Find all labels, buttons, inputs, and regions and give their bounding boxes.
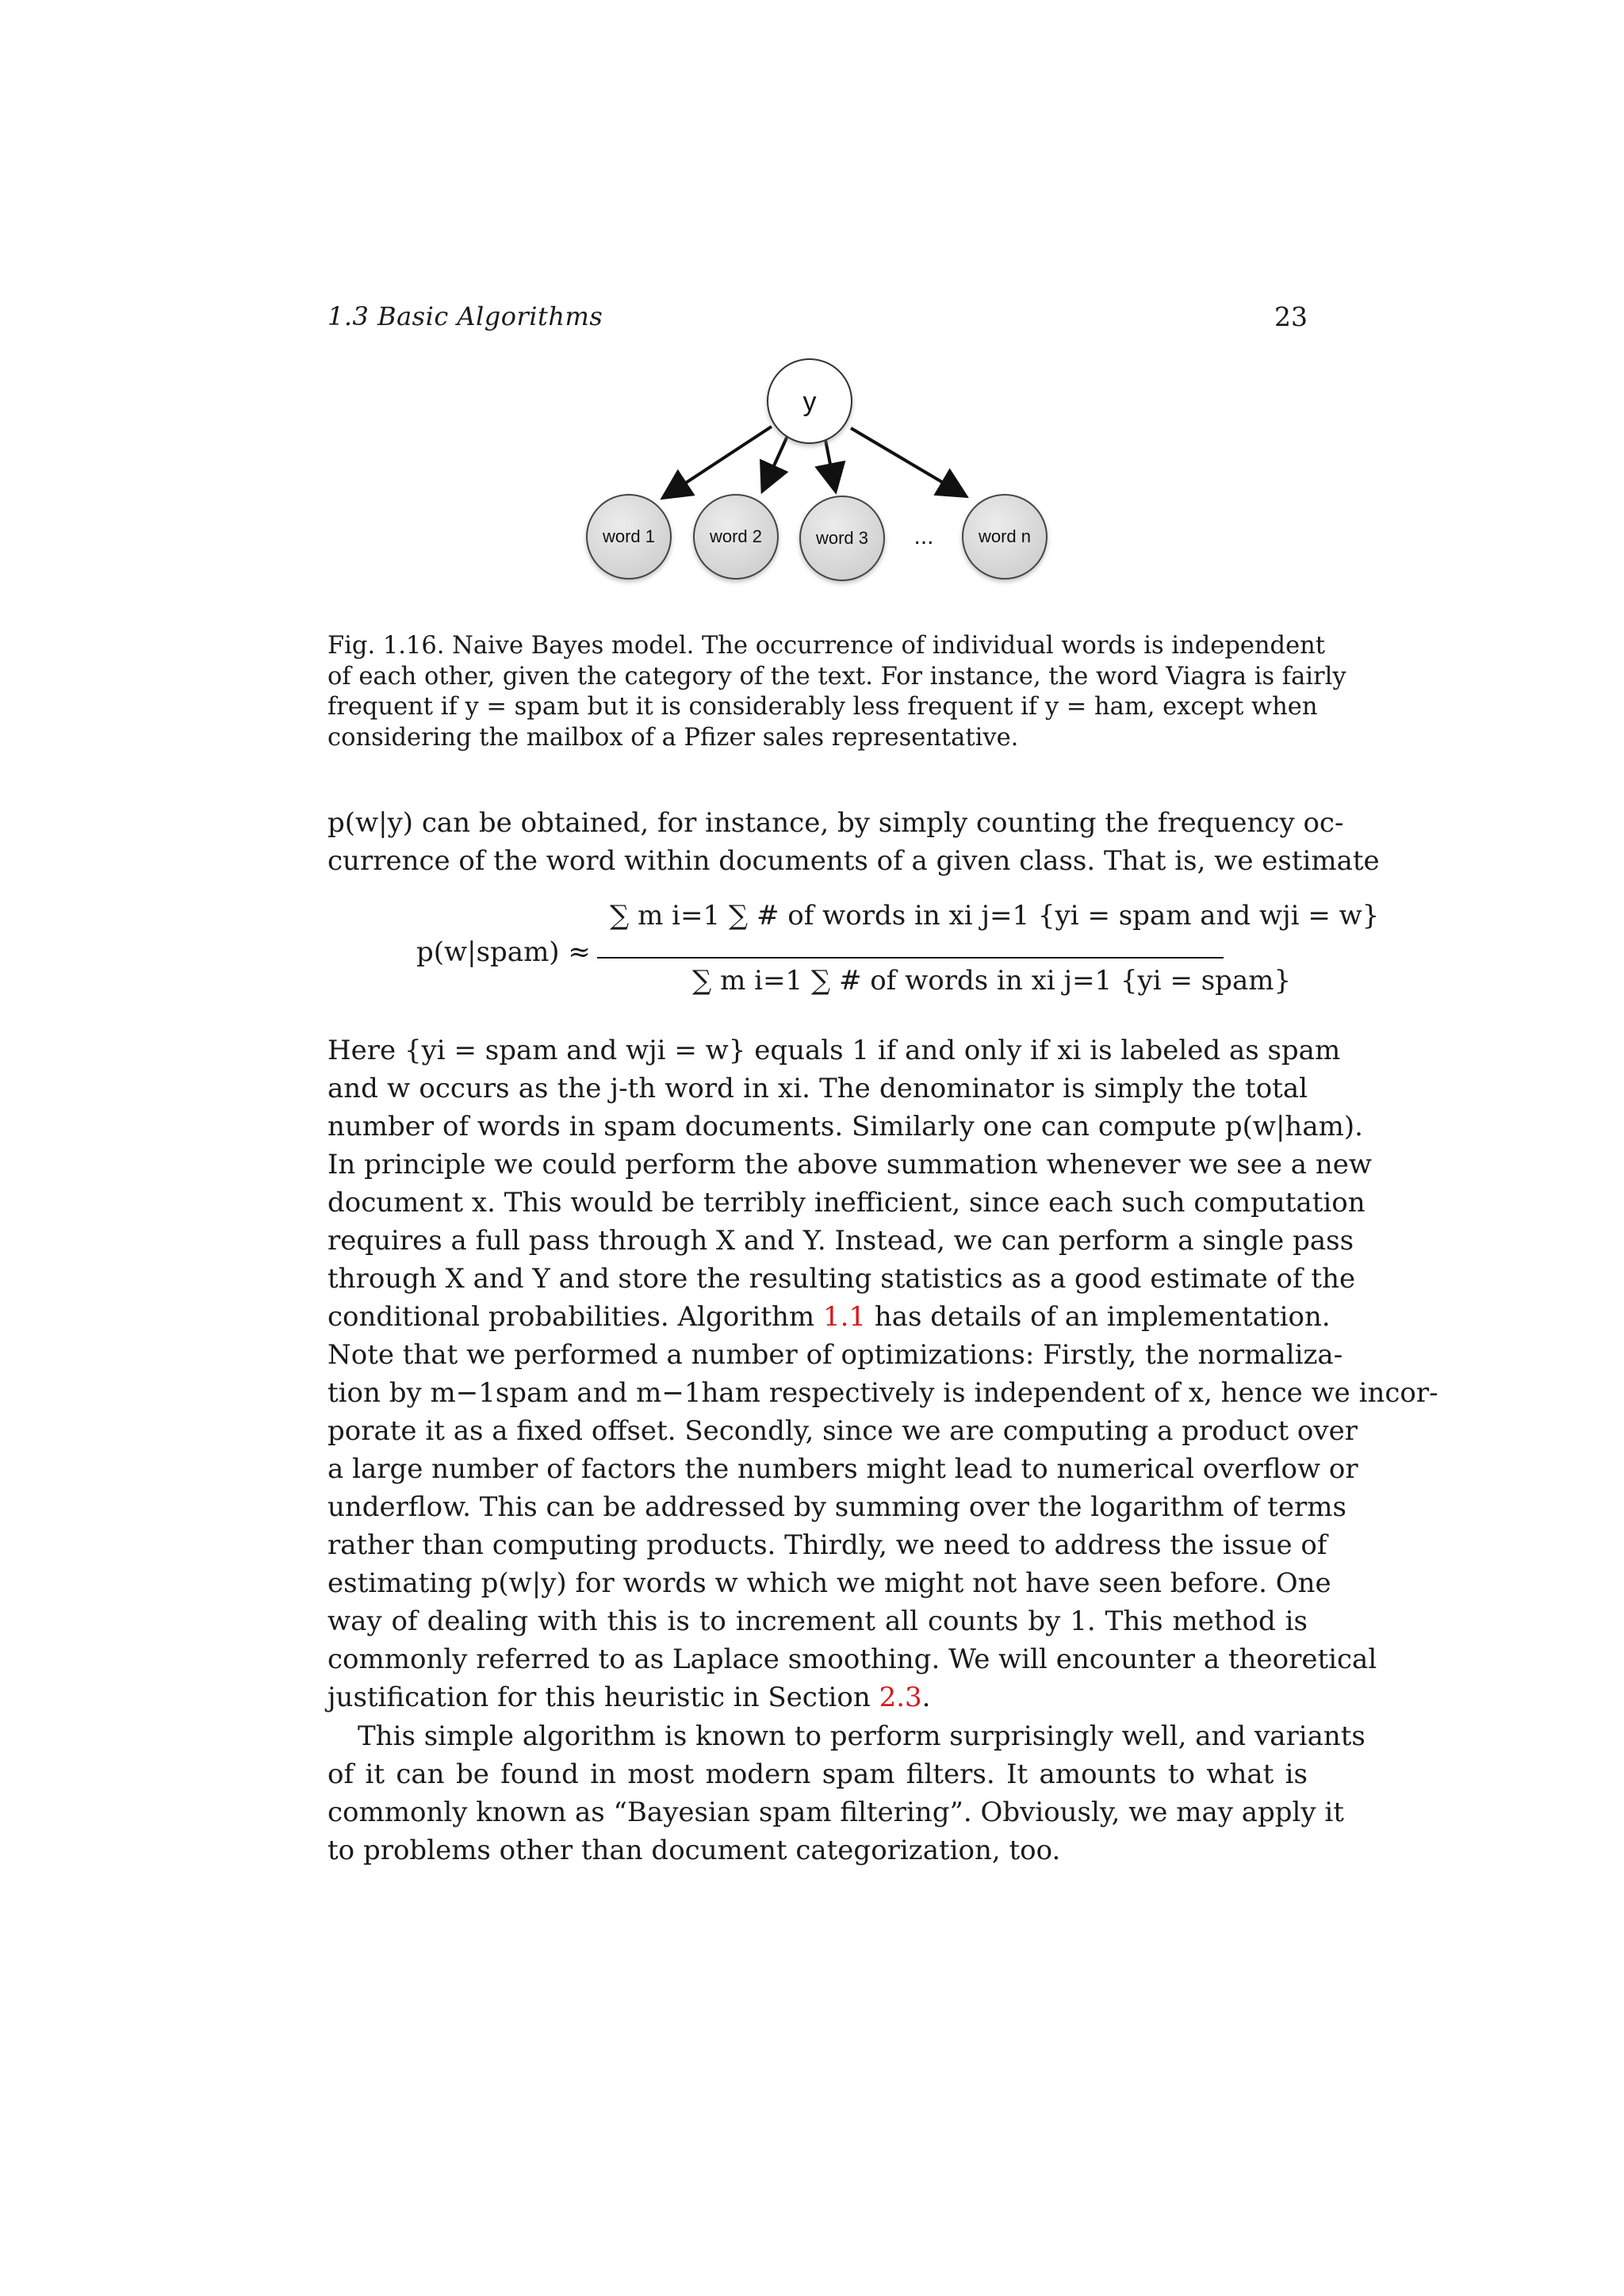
text-line: This simple algorithm is known to perform surprisingly well, and variants — [358, 1720, 1365, 1752]
fraction-bar — [597, 957, 1224, 959]
text-line: a large number of factors the numbers might lead to numerical overflow or — [327, 1453, 1358, 1485]
node-word-1-label: word 1 — [602, 526, 656, 546]
root-node-y — [768, 359, 852, 443]
text-line-section-ref: justification for this heuristic in Section 2.3. — [327, 1682, 931, 1713]
text-line: of it can be found in most modern spam filters. It amounts to what is — [327, 1758, 1308, 1790]
text-line: In principle we could perform the above summation whenever we see a new — [327, 1149, 1372, 1181]
equation-fraction — [597, 900, 1380, 1007]
text-line: currence of the word within documents of a given class. That is, we estimate — [327, 845, 1380, 877]
node-word-3-label: word 3 — [815, 528, 869, 548]
text-line: rather than computing products. Thirdly, we need to address the issue of — [327, 1529, 1327, 1561]
text-line: to problems other than document categorization, too. — [327, 1835, 1061, 1866]
text-line: requires a full pass through X and Y. Instead, we can perform a single pass — [327, 1225, 1354, 1257]
running-head — [327, 301, 1308, 338]
text-line: porate it as a fixed offset. Secondly, since we are computing a product over — [327, 1415, 1358, 1447]
text-line: underflow. This can be addressed by summing over the logarithm of terms — [327, 1491, 1346, 1523]
text-line: p(w|y) can be obtained, for instance, by simply counting the frequency oc- — [327, 807, 1344, 839]
running-title: 1.3 Basic Algorithms — [327, 301, 603, 331]
page-number: 23 — [1274, 301, 1308, 332]
edge-y-wordn — [851, 428, 963, 495]
equation-numerator: ∑ m i=1 ∑ # of words in xi j=1 {yi = spam and wji = w} — [610, 900, 1380, 932]
edge-y-word2 — [764, 436, 787, 488]
equation-denominator: ∑ m i=1 ∑ # of words in xi j=1 {yi = spam} — [692, 965, 1292, 997]
text-line: commonly known as “Bayesian spam filtering”. Obviously, we may apply it — [327, 1797, 1344, 1828]
node-word-n-label: word n — [978, 526, 1032, 546]
node-word-3 — [800, 496, 884, 580]
caption-line: of each other, given the category of the text. For instance, the word Viagra is fairly — [327, 662, 1346, 691]
text-line: commonly referred to as Laplace smoothing. We will encounter a theoretical — [327, 1644, 1377, 1675]
caption-line: considering the mailbox of a Pfizer sales representative. — [327, 723, 1019, 752]
caption-line: Fig. 1.16. Naive Bayes model. The occurrence of individual words is independent — [327, 632, 1326, 660]
cross-reference-link[interactable]: 2.3 — [879, 1682, 922, 1713]
naive-bayes-diagram — [327, 349, 1308, 603]
node-word-n — [963, 495, 1047, 579]
edge-y-word3 — [825, 436, 835, 488]
node-word-2-label: word 2 — [709, 526, 763, 546]
text-line: Note that we performed a number of optimizations: Firstly, the normaliza- — [327, 1339, 1343, 1371]
naive-bayes-figure — [327, 349, 1308, 603]
equation-lhs: p(w|spam) ≈ — [416, 936, 591, 968]
text-line: tion by m−1spam and m−1ham respectively is independent of x, hence we incor- — [327, 1377, 1438, 1409]
edge-y-word1 — [665, 427, 772, 496]
estimate-equation — [327, 900, 1380, 1007]
text-line: way of dealing with this is to increment all counts by 1. This method is — [327, 1605, 1308, 1637]
text-line-algorithm-ref: conditional probabilities. Algorithm 1.1 has details of an implementation. — [327, 1301, 1331, 1333]
figure-caption — [327, 631, 1346, 753]
text-line: through X and Y and store the resulting statistics as a good estimate of the — [327, 1263, 1356, 1295]
root-node-label: y — [802, 387, 817, 417]
node-word-1 — [587, 495, 671, 579]
text-line: document x. This would be terribly inefficient, since each such computation — [327, 1187, 1365, 1219]
cross-reference-link[interactable]: 1.1 — [822, 1301, 867, 1333]
nodes-ellipsis: ... — [914, 523, 934, 549]
text-line: and w occurs as the j-th word in xi. The denominator is simply the total — [327, 1073, 1308, 1104]
text-line: estimating p(w|y) for words w which we might not have seen before. One — [327, 1567, 1331, 1599]
text-line: number of words in spam documents. Similarly one can compute p(w|ham). — [327, 1111, 1363, 1142]
caption-line: frequent if y = spam but it is considerably less frequent if y = ham, except when — [327, 693, 1318, 721]
node-word-2 — [694, 495, 778, 579]
text-line: Here {yi = spam and wji = w} equals 1 if and only if xi is labeled as spam — [327, 1035, 1341, 1066]
